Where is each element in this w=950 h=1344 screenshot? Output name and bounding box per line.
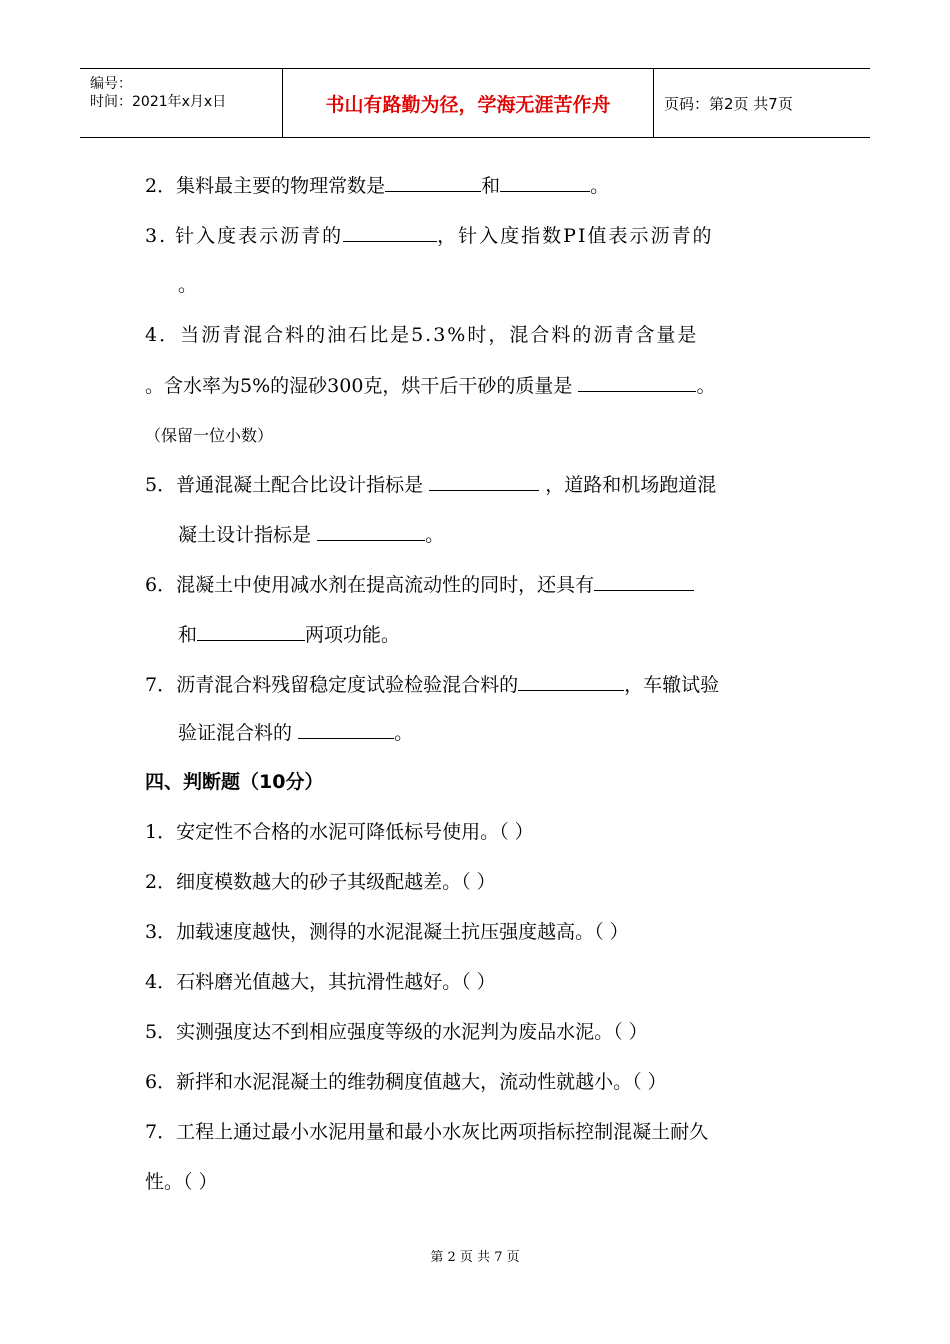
- question-4-note: [145, 424, 273, 448]
- question-text: 4．当沥青混合料的油石比是5.3%时，混合料的沥青含量是: [145, 324, 699, 346]
- question-text: 。: [696, 375, 716, 397]
- answer-blank[interactable]: [518, 672, 624, 691]
- answer-blank[interactable]: [317, 522, 425, 541]
- header-table: [80, 68, 870, 138]
- question-text: 验证混合料的: [178, 722, 293, 744]
- question-text: 7．沥青混合料残留稳定度试验检验混合料的: [145, 674, 519, 696]
- judge-item-7: 7．工程上通过最小水泥用量和最小水灰比两项指标控制混凝土耐久: [145, 1121, 709, 1143]
- answer-blank[interactable]: [500, 173, 590, 192]
- judge-item-7-cont: 性。（ ）: [145, 1171, 218, 1193]
- section-title: 四、判断题（10分）: [145, 771, 324, 793]
- question-text: 和: [481, 175, 501, 197]
- question-text: 凝土设计指标是: [178, 524, 312, 546]
- page-info: 页码：第2页 共7页: [664, 94, 793, 113]
- question-text: 5．普通混凝土配合比设计指标是: [145, 474, 424, 496]
- answer-blank[interactable]: [343, 223, 437, 242]
- note-text: （保留一位小数）: [145, 426, 274, 445]
- question-6: [145, 572, 694, 597]
- question-5-cont: [178, 522, 444, 547]
- judge-item-1: 1．安定性不合格的水泥可降低标号使用。（ ）: [145, 821, 534, 843]
- question-text: 。: [178, 274, 198, 296]
- answer-blank[interactable]: [197, 622, 305, 641]
- answer-blank[interactable]: [298, 720, 394, 739]
- question-2: [145, 173, 609, 198]
- judge-item-5: 5．实测强度达不到相应强度等级的水泥判为废品水泥。（ ）: [145, 1021, 648, 1043]
- answer-blank[interactable]: [385, 173, 481, 192]
- question-text: ，针入度指数PI值表示沥青的: [437, 225, 714, 247]
- judge-item-2: 2．细度模数越大的砂子其级配越差。（ ）: [145, 871, 496, 893]
- question-3: [145, 223, 713, 248]
- header-meta-cell: [80, 69, 282, 137]
- question-text: ，道路和机场跑道混: [545, 474, 717, 496]
- time-label: 时间：2021年x月x日: [90, 94, 227, 110]
- question-4-cont: [145, 373, 715, 398]
- question-3-cont: [178, 273, 197, 297]
- answer-blank[interactable]: [594, 572, 694, 591]
- question-6-cont: [178, 622, 400, 647]
- question-text: 两项功能。: [305, 624, 401, 646]
- question-text: 2．集料最主要的物理常数是: [145, 175, 386, 197]
- question-5: [145, 472, 716, 497]
- question-text: 。: [394, 722, 414, 744]
- question-text: 。: [425, 524, 445, 546]
- question-text: 3. 针入度表示沥青的: [145, 225, 344, 247]
- question-text: 。含水率为5%的湿砂300克，烘干后干砂的质量是: [145, 375, 573, 397]
- question-4: [145, 323, 698, 347]
- question-7-cont: [178, 720, 413, 745]
- page-footer: 第 2 页 共 7 页: [430, 1250, 520, 1265]
- question-text: 。: [590, 175, 610, 197]
- answer-blank[interactable]: [578, 373, 696, 392]
- judge-item-4: 4．石料磨光值越大，其抗滑性越好。（ ）: [145, 971, 496, 993]
- judge-item-6: 6．新拌和水泥混凝土的维勃稠度值越大，流动性就越小。（ ）: [145, 1071, 667, 1093]
- answer-blank[interactable]: [429, 472, 539, 491]
- judge-item-3: 3．加载速度越快，测得的水泥混凝土抗压强度越高。（ ）: [145, 921, 629, 943]
- question-7: [145, 672, 719, 697]
- question-text: ，车辙试验: [624, 674, 720, 696]
- question-text: 6．混凝土中使用减水剂在提高流动性的同时，还具有: [145, 574, 595, 596]
- motto: 书山有路勤为径，学海无涯苦作舟: [325, 93, 611, 116]
- question-text: 和: [178, 624, 198, 646]
- number-label: 编号：: [90, 76, 132, 92]
